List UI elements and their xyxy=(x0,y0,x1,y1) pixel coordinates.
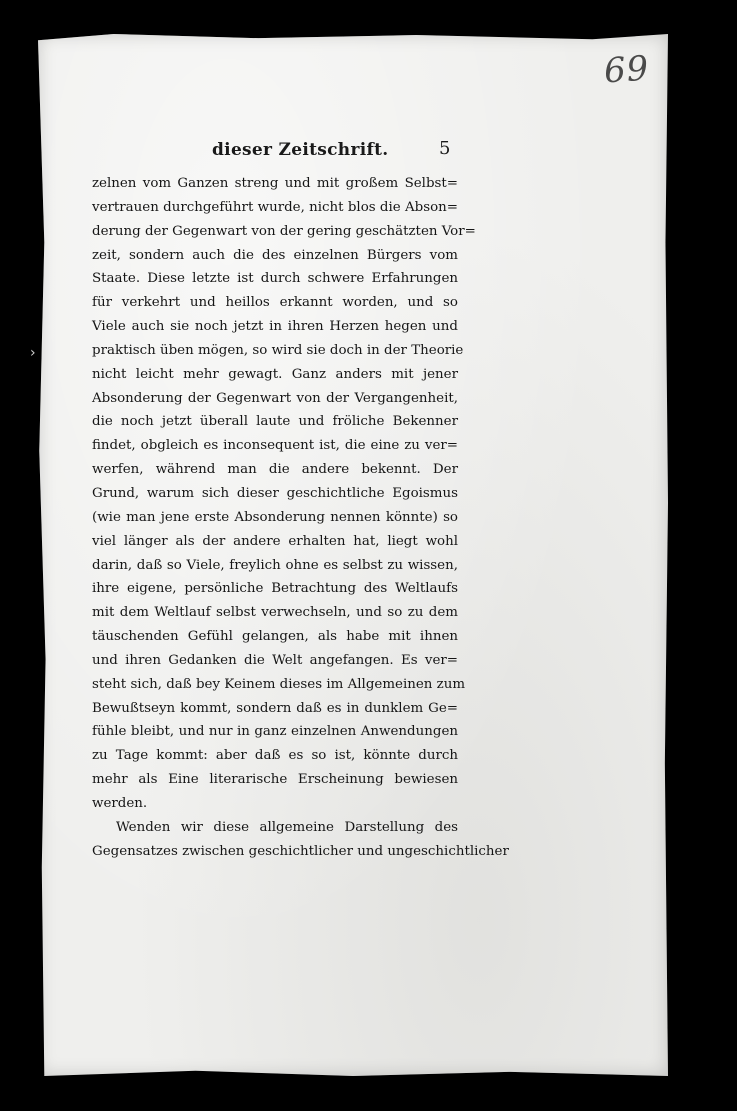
text-line: werden. xyxy=(92,795,148,811)
text-line: darin, daß so Viele, freylich ohne es selbst zu wissen, xyxy=(92,557,458,573)
text-line: Grund, warum sich dieser geschichtliche Egoismus xyxy=(92,485,458,501)
text-line: Wenden wir diese allgemeine Darstellung des xyxy=(116,819,458,835)
text-line: mit dem Weltlauf selbst verwechseln, und so zu dem xyxy=(92,605,458,621)
text-line: werfen, während man die andere bekennt. Der xyxy=(92,462,458,478)
text-line: derung der Gegenwart von der gering geschätzten Vor= xyxy=(92,223,476,239)
running-title: dieser Zeitschrift. xyxy=(212,140,389,160)
page-number: 5 xyxy=(439,138,451,159)
text-line: zu Tage kommt: aber daß es so ist, könnte durch xyxy=(92,748,458,764)
text-line: für verkehrt und heillos erkannt worden, und so xyxy=(92,295,458,311)
text-line: praktisch üben mögen, so wird sie doch in der Theorie xyxy=(92,342,464,358)
text-line: viel länger als der andere erhalten hat, liegt wohl xyxy=(92,533,458,549)
handwritten-folio-number: 69 xyxy=(602,48,651,92)
text-line: fühle bleibt, und nur in ganz einzelnen Anwendungen xyxy=(92,724,458,740)
text-line: die noch jetzt überall laute und fröliche Bekenner xyxy=(92,414,458,430)
text-line: vertrauen durchgeführt wurde, nicht blos die Abson= xyxy=(92,199,458,215)
text-line: zelnen vom Ganzen streng und mit großem Selbst= xyxy=(92,176,458,191)
text-line: steht sich, daß bey Keinem dieses im Allgemeinen zum xyxy=(92,676,466,692)
text-line: ihre eigene, persönliche Betrachtung des Weltlaufs xyxy=(92,581,458,597)
text-line: Staate. Diese letzte ist durch schwere Erfahrungen xyxy=(92,271,458,287)
text-line: Gegensatzes zwischen geschichtlicher und ungeschichtlicher xyxy=(92,843,509,859)
text-line: (wie man jene erste Absonderung nennen könnte) so xyxy=(92,509,458,525)
text-line: Bewußtseyn kommt, sondern daß es in dunklem Ge= xyxy=(92,700,458,716)
text-line: Viele auch sie noch jetzt in ihren Herzen hegen und xyxy=(92,319,458,335)
margin-mark: › xyxy=(30,345,36,361)
text-line: findet, obgleich es inconsequent ist, die eine zu ver= xyxy=(92,438,458,454)
body-text xyxy=(92,172,509,863)
text-line: zeit, sondern auch die des einzelnen Bürgers vom xyxy=(92,247,458,263)
text-line: und ihren Gedanken die Welt angefangen. Es ver= xyxy=(92,652,458,668)
text-line: Absonderung der Gegenwart von der Vergangenheit, xyxy=(92,390,458,406)
text-line: nicht leicht mehr gewagt. Ganz anders mit jener xyxy=(92,366,458,382)
text-line: täuschenden Gefühl gelangen, als habe mit ihnen xyxy=(92,629,458,645)
text-line: mehr als Eine literarische Erscheinung bewiesen xyxy=(92,772,458,788)
